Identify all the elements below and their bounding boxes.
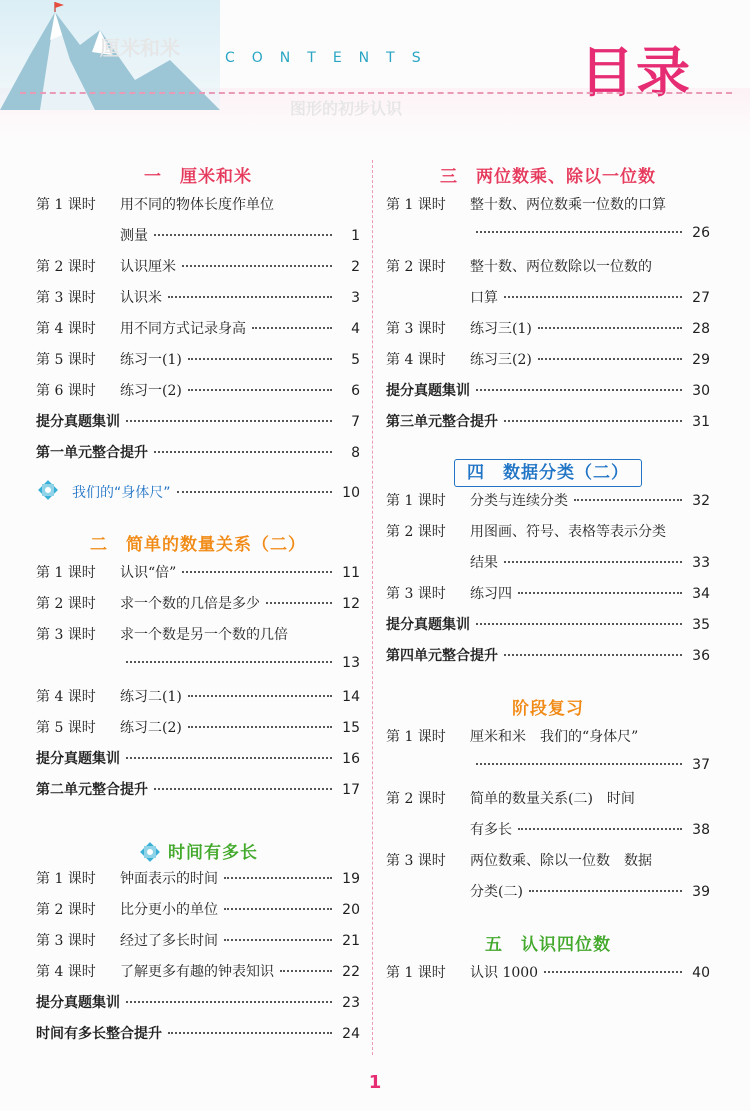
unit-1-heading[interactable] — [36, 160, 360, 194]
lesson-title: 练习四 — [470, 586, 512, 602]
lesson-label: 第 3 课时 — [36, 290, 96, 306]
lesson-label: 第 5 课时 — [36, 720, 96, 736]
lesson-title: 练习三(1) — [470, 321, 532, 337]
leader-dots — [188, 695, 332, 697]
lesson-label: 第 3 课时 — [36, 627, 96, 643]
toc-entry-training[interactable] — [36, 748, 360, 779]
unit-2-title: 简单的数量关系（二） — [126, 535, 306, 555]
training-title: 提分真题集训 — [386, 383, 470, 399]
time-section-heading[interactable] — [36, 834, 360, 868]
unit-4-heading-box — [454, 459, 642, 487]
toc-entry-training[interactable] — [36, 992, 360, 1023]
toc-entry-training[interactable] — [36, 411, 360, 442]
leader-dots — [126, 1001, 332, 1003]
lesson-label: 第 1 课时 — [386, 965, 446, 981]
page-number: 40 — [692, 965, 710, 981]
unit-2-number: 二 — [90, 535, 108, 555]
lesson-label: 第 2 课时 — [36, 259, 96, 275]
leader-dots — [182, 265, 332, 267]
page-number: 8 — [351, 445, 360, 461]
leader-dots — [544, 971, 682, 973]
page-number: 24 — [342, 1026, 360, 1042]
training-title: 提分真题集训 — [36, 751, 120, 767]
toc-entry[interactable] — [36, 624, 360, 655]
leader-dots — [574, 499, 682, 501]
leader-dots — [154, 234, 332, 236]
toc-entry[interactable] — [386, 349, 710, 380]
toc-entry[interactable] — [386, 962, 710, 993]
lesson-label: 第 2 课时 — [386, 791, 446, 807]
lesson-label: 第 1 课时 — [386, 729, 446, 745]
toc-entry[interactable] — [36, 686, 360, 717]
lesson-label: 第 1 课时 — [36, 871, 96, 887]
toc-entry[interactable] — [386, 583, 710, 614]
toc-entry[interactable] — [386, 881, 710, 912]
toc-right-column — [386, 160, 710, 993]
star-badge-icon — [138, 840, 162, 864]
lesson-title: 练习一(2) — [120, 383, 182, 399]
toc-entry-upgrade[interactable] — [36, 442, 360, 473]
upgrade-title: 第三单元整合提升 — [386, 414, 498, 430]
lesson-label: 第 1 课时 — [36, 197, 96, 213]
page-number: 2 — [351, 259, 360, 275]
page-number: 12 — [342, 596, 360, 612]
toc-entry[interactable] — [36, 562, 360, 593]
unit-4-heading[interactable] — [386, 456, 710, 490]
lesson-title: 整十数、两位数乘一位数的口算 — [470, 197, 666, 213]
leader-dots — [266, 602, 332, 604]
toc-entry-feature[interactable] — [36, 473, 360, 504]
page-number: 1 — [351, 228, 360, 244]
page-number: 15 — [342, 720, 360, 736]
page-number: 7 — [351, 414, 360, 430]
toc-entry-upgrade[interactable] — [386, 411, 710, 442]
leader-dots — [476, 389, 682, 391]
leader-dots — [538, 327, 682, 329]
leader-dots — [504, 654, 682, 656]
leader-dots — [224, 877, 332, 879]
lesson-title: 认识 1000 — [470, 965, 539, 981]
lesson-title: 练习二(2) — [120, 720, 182, 736]
lesson-label: 第 3 课时 — [386, 586, 446, 602]
leader-dots — [252, 327, 332, 329]
review-title: 阶段复习 — [512, 699, 584, 719]
leader-dots — [538, 358, 682, 360]
lesson-title: 经过了多长时间 — [120, 933, 218, 949]
leader-dots — [224, 939, 332, 941]
page-number: 20 — [342, 902, 360, 918]
page-number: 39 — [692, 884, 710, 900]
toc-entry[interactable] — [36, 899, 360, 930]
leader-dots — [126, 661, 332, 663]
leader-dots — [188, 358, 332, 360]
lesson-label: 第 2 课时 — [36, 902, 96, 918]
page-number: 3 — [351, 290, 360, 306]
toc-entry[interactable] — [386, 726, 710, 757]
training-title: 提分真题集训 — [36, 995, 120, 1011]
feature-title: 我们的“身体尺” — [72, 485, 171, 501]
lesson-label: 第 1 课时 — [386, 493, 446, 509]
toc-entry[interactable] — [386, 819, 710, 850]
page-number: 34 — [692, 586, 710, 602]
page-number: 11 — [342, 565, 360, 581]
unit-5-heading[interactable] — [386, 928, 710, 962]
page-number: 36 — [692, 648, 710, 664]
unit-4-title: 数据分类（二） — [503, 463, 629, 483]
lesson-title: 认识“倍” — [120, 565, 177, 581]
leader-dots — [518, 592, 682, 594]
leader-dots — [529, 890, 682, 892]
toc-entry[interactable] — [36, 717, 360, 748]
toc-left-column — [36, 160, 360, 1054]
lesson-title: 测量 — [120, 228, 148, 244]
page-number: 27 — [692, 290, 710, 306]
toc-entry-upgrade[interactable] — [36, 779, 360, 810]
leader-dots — [126, 757, 332, 759]
lesson-label: 第 1 课时 — [36, 565, 96, 581]
leader-dots — [280, 970, 332, 972]
page-number: 26 — [692, 225, 710, 241]
page-number: 29 — [692, 352, 710, 368]
header-divider — [20, 92, 732, 94]
page-number: 16 — [342, 751, 360, 767]
leader-dots — [476, 231, 682, 233]
lesson-title: 求一个数是另一个数的几倍 — [120, 627, 288, 643]
lesson-label: 第 4 课时 — [36, 321, 96, 337]
toc-entry-training[interactable] — [386, 614, 710, 645]
toc-entry[interactable] — [386, 850, 710, 881]
toc-entry[interactable] — [386, 490, 710, 521]
lesson-title: 有多长 — [470, 822, 512, 838]
lesson-label: 第 3 课时 — [386, 853, 446, 869]
page-number: 38 — [692, 822, 710, 838]
review-heading[interactable] — [386, 692, 710, 726]
toc-entry[interactable] — [386, 788, 710, 819]
page-number: 6 — [351, 383, 360, 399]
lesson-title: 练习一(1) — [120, 352, 182, 368]
lesson-label: 第 2 课时 — [36, 596, 96, 612]
toc-entry[interactable] — [386, 287, 710, 318]
leader-dots — [154, 788, 332, 790]
lesson-title: 结果 — [470, 555, 498, 571]
lesson-label: 第 2 课时 — [386, 524, 446, 540]
lesson-title: 分类(二) — [470, 884, 523, 900]
unit-2-heading[interactable] — [36, 528, 360, 562]
toc-entry-training[interactable] — [386, 380, 710, 411]
lesson-title: 分类与连续分类 — [470, 493, 568, 509]
star-badge-icon — [36, 478, 60, 502]
leader-dots — [504, 561, 682, 563]
page-number: 21 — [342, 933, 360, 949]
unit-3-heading[interactable] — [386, 160, 710, 194]
lesson-title: 厘米和米 我们的“身体尺” — [470, 729, 639, 745]
lesson-title: 整十数、两位数除以一位数的 — [470, 259, 652, 275]
upgrade-title: 第一单元整合提升 — [36, 445, 148, 461]
toc-entry[interactable] — [386, 552, 710, 583]
leader-dots — [476, 623, 682, 625]
toc-entry[interactable] — [36, 930, 360, 961]
toc-entry[interactable] — [36, 961, 360, 992]
leader-dots — [168, 296, 332, 298]
unit-5-title: 认识四位数 — [521, 935, 611, 955]
lesson-label: 第 2 课时 — [386, 259, 446, 275]
leader-dots — [224, 908, 332, 910]
toc-entry[interactable] — [36, 655, 360, 686]
lesson-title: 简单的数量关系(二) 时间 — [470, 791, 635, 807]
page-number: 17 — [342, 782, 360, 798]
toc-entry[interactable] — [36, 868, 360, 899]
lesson-label: 第 3 课时 — [36, 933, 96, 949]
lesson-title: 用不同的物体长度作单位 — [120, 197, 274, 213]
leader-dots — [182, 571, 332, 573]
leader-dots — [504, 420, 682, 422]
toc-entry[interactable] — [36, 225, 360, 256]
lesson-title: 比分更小的单位 — [120, 902, 218, 918]
training-title: 提分真题集训 — [386, 617, 470, 633]
page-number: 33 — [692, 555, 710, 571]
lesson-title: 练习三(2) — [470, 352, 532, 368]
leader-dots — [177, 491, 332, 493]
toc-entry-upgrade[interactable] — [386, 645, 710, 676]
lesson-label: 第 6 课时 — [36, 383, 96, 399]
toc-entry-upgrade[interactable] — [36, 1023, 360, 1054]
toc-entry[interactable] — [36, 287, 360, 318]
page-number: 35 — [692, 617, 710, 633]
page-number: 13 — [342, 655, 360, 671]
lesson-title: 口算 — [470, 290, 498, 306]
upgrade-title: 第二单元整合提升 — [36, 782, 148, 798]
training-title: 提分真题集训 — [36, 414, 120, 430]
page-number: 10 — [342, 485, 360, 501]
unit-1-number: 一 — [144, 167, 162, 187]
unit-3-number: 三 — [440, 167, 458, 187]
toc-entry[interactable] — [386, 318, 710, 349]
lesson-title: 求一个数的几倍是多少 — [120, 596, 260, 612]
page-number: 5 — [351, 352, 360, 368]
toc-entry[interactable] — [386, 194, 710, 225]
toc-entry[interactable] — [36, 256, 360, 287]
toc-entry[interactable] — [386, 225, 710, 256]
leader-dots — [476, 763, 682, 765]
upgrade-title: 时间有多长整合提升 — [36, 1026, 162, 1042]
leader-dots — [518, 828, 682, 830]
column-divider — [372, 160, 373, 1055]
page-title: 目录 — [580, 41, 692, 104]
page-number: 32 — [692, 493, 710, 509]
unit-4-number: 四 — [467, 463, 485, 483]
lesson-label: 第 4 课时 — [36, 964, 96, 980]
toc-entry[interactable] — [36, 318, 360, 349]
lesson-label: 第 4 课时 — [386, 352, 446, 368]
contents-label: CONTENTS — [225, 50, 438, 66]
lesson-label: 第 5 课时 — [36, 352, 96, 368]
lesson-title: 认识厘米 — [120, 259, 176, 275]
page-number: 22 — [342, 964, 360, 980]
page-number: 19 — [342, 871, 360, 887]
leader-dots — [154, 451, 332, 453]
page-number: 37 — [692, 757, 710, 773]
toc-entry[interactable] — [36, 349, 360, 380]
toc-entry[interactable] — [36, 380, 360, 411]
lesson-title: 用不同方式记录身高 — [120, 321, 246, 337]
unit-5-number: 五 — [485, 935, 503, 955]
leader-dots — [168, 1032, 332, 1034]
page-number-footer: 1 — [368, 1072, 382, 1093]
lesson-title: 练习二(1) — [120, 689, 182, 705]
unit-1-title: 厘米和米 — [180, 167, 252, 187]
lesson-title: 认识米 — [120, 290, 162, 306]
leader-dots — [504, 296, 682, 298]
lesson-title: 两位数乘、除以一位数 数据 — [470, 853, 652, 869]
page-number: 4 — [351, 321, 360, 337]
lesson-title: 了解更多有趣的钟表知识 — [120, 964, 274, 980]
page-number: 28 — [692, 321, 710, 337]
upgrade-title: 第四单元整合提升 — [386, 648, 498, 664]
unit-3-title: 两位数乘、除以一位数 — [476, 167, 656, 187]
toc-entry[interactable] — [386, 521, 710, 552]
toc-entry[interactable] — [36, 593, 360, 624]
leader-dots — [126, 420, 332, 422]
page-number: 31 — [692, 414, 710, 430]
leader-dots — [188, 389, 332, 391]
leader-dots — [188, 726, 332, 728]
lesson-label: 第 3 课时 — [386, 321, 446, 337]
lesson-title: 钟面表示的时间 — [120, 871, 218, 887]
toc-entry[interactable] — [386, 757, 710, 788]
lesson-label: 第 4 课时 — [36, 689, 96, 705]
toc-entry[interactable] — [386, 256, 710, 287]
page-number: 23 — [342, 995, 360, 1011]
page-number: 30 — [692, 383, 710, 399]
lesson-title: 用图画、符号、表格等表示分类 — [470, 524, 666, 540]
time-section-title: 时间有多长 — [168, 843, 258, 863]
page-number: 14 — [342, 689, 360, 705]
toc-entry[interactable] — [36, 194, 360, 225]
lesson-label: 第 1 课时 — [386, 197, 446, 213]
